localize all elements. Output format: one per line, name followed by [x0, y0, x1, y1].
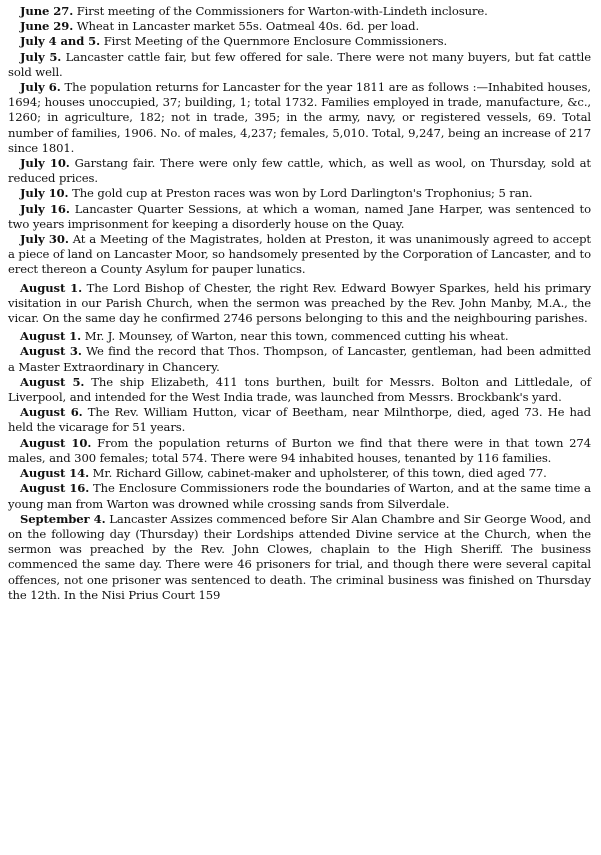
entry-date: August 10.	[20, 435, 92, 450]
entry-text: Lancaster cattle fair, but few offered for sale. There were not many buyers, but fat cattle sold well.	[8, 49, 592, 79]
entry-july-6	[8, 80, 591, 156]
entry-text: From the population returns of Burton we find that there were in that town 274 males, and 300 females; total 574. There were 94 inhabited houses, tenanted by 116 families.	[8, 435, 591, 465]
entry-date: August 1.	[20, 329, 82, 344]
entry-text: First meeting of the Commissioners for Warton-with-Lindeth inclosure.	[76, 4, 488, 18]
entry-august-1-bishop	[8, 281, 591, 327]
entry-august-16	[8, 481, 591, 511]
entry-june-29	[8, 19, 591, 34]
entry-date: July 16.	[20, 201, 70, 216]
entry-date: June 27.	[20, 4, 74, 18]
entry-text: Garstang fair. There were only few cattle, which, as well as wool, on Thursday, sold at reduced prices.	[8, 156, 591, 186]
entry-july-10-garstang	[8, 156, 591, 186]
entry-date: June 29.	[20, 19, 74, 34]
entry-text: First Meeting of the Quernmore Enclosure Commissioners.	[103, 34, 448, 49]
entry-july-4-5	[8, 34, 591, 49]
entry-text: At a Meeting of the Magistrates, holden at Preston, it was unanimously agreed to accept a piece of land on Lancaster Moor, so handsomely presented by the Corporation of Lancaster, and to erect thereon a County Asylum for pauper lunatics.	[8, 232, 591, 277]
entry-text: Mr. Richard Gillow, cabinet-maker and upholsterer, of this town, died aged 77.	[92, 466, 547, 481]
entry-august-10	[8, 436, 591, 466]
entry-text: The population returns for Lancaster for the year 1811 are as follows :—Inhabited houses, 1694; houses unoccupied, 37; building, 1; total 1732. Families employed in trade, manufacture, &c., 1260; in agriculture, 182; not in trade, 395; in the army, navy, or registered vessels, 69. Total number of families, 1906. No. of males, 4,237; females, 5,010. Total, 9,247, being an increase of 217 since 1801.	[8, 80, 591, 155]
entry-date: August 3.	[20, 344, 82, 359]
entry-text: Mr. J. Mounsey, of Warton, near this town, commenced cutting his wheat.	[84, 329, 509, 344]
entry-july-30	[8, 232, 591, 278]
entry-august-14	[8, 466, 591, 481]
entry-september-4	[8, 512, 591, 603]
entry-date: August 14.	[20, 466, 90, 481]
entry-august-1-mounsey	[8, 329, 591, 344]
entry-text: Lancaster Assizes commenced before Sir Alan Chambre and Sir George Wood, and on the following day (Thursday) their Lordships attended Divine service at the Church, when the sermon was preached by the Rev. John Clowes, chaplain to the High Sheriff. The business commenced the same day. There were 46 prisoners for trial, and though there were several capital offences, not one prisoner was sentenced to death. The criminal business was finished on Thursday the 12th. In the Nisi Prius Court 159	[8, 511, 591, 602]
entry-text: We find the record that Thos. Thompson, of Lancaster, gentleman, had been admitted a Master Extraordinary in Chancery.	[8, 344, 591, 374]
entry-july-16	[8, 202, 591, 232]
entry-text: Lancaster Quarter Sessions, at which a woman, named Jane Harper, was sentenced to two years imprisonment for keeping a disorderly house on the Quay.	[8, 201, 591, 231]
entry-date: August 6.	[20, 405, 83, 420]
entry-text: The gold cup at Preston races was won by Lord Darlington's Trophonius; 5 ran.	[72, 186, 533, 201]
entry-text: The Rev. William Hutton, vicar of Beetham, near Milnthorpe, died, aged 73. He had held the vicarage for 51 years.	[8, 405, 591, 435]
entry-july-5	[8, 50, 591, 80]
entry-date: August 16.	[20, 481, 90, 496]
entry-date: August 1.	[20, 280, 83, 295]
entry-august-6	[8, 405, 591, 435]
entry-text: Wheat in Lancaster market 55s. Oatmeal 40s. 6d. per load.	[76, 19, 420, 34]
entry-august-3	[8, 344, 591, 374]
entry-date: July 6.	[20, 80, 61, 95]
entry-july-10-preston	[8, 186, 591, 201]
entry-text: The Lord Bishop of Chester, the right Rev. Edward Bowyer Sparkes, held his primary visitation in our Parish Church, when the sermon was preached by the Rev. John Manby, M.A., the vicar. On the same day he confirmed 2746 persons belonging to this and the neighbouring parishes.	[8, 280, 591, 326]
entry-date: July 10.	[20, 186, 69, 201]
entry-date: August 5.	[20, 374, 85, 389]
entry-date: July 10.	[20, 156, 70, 171]
entry-date: September 4.	[20, 511, 106, 526]
entry-date: July 5.	[20, 49, 62, 64]
entry-text: The Enclosure Commissioners rode the boundaries of Warton, and at the same time a young man from Warton was drowned while crossing sands from Silverdale.	[8, 481, 591, 511]
entry-date: July 30.	[20, 232, 69, 247]
entry-august-5	[8, 375, 591, 405]
entry-june-27	[8, 4, 591, 19]
entry-text: The ship Elizabeth, 411 tons burthen, built for Messrs. Bolton and Littledale, of Liverpool, and intended for the West India trade, was launched from Messrs. Brockbank's yard.	[8, 374, 591, 405]
entry-date: July 4 and 5.	[20, 34, 101, 49]
